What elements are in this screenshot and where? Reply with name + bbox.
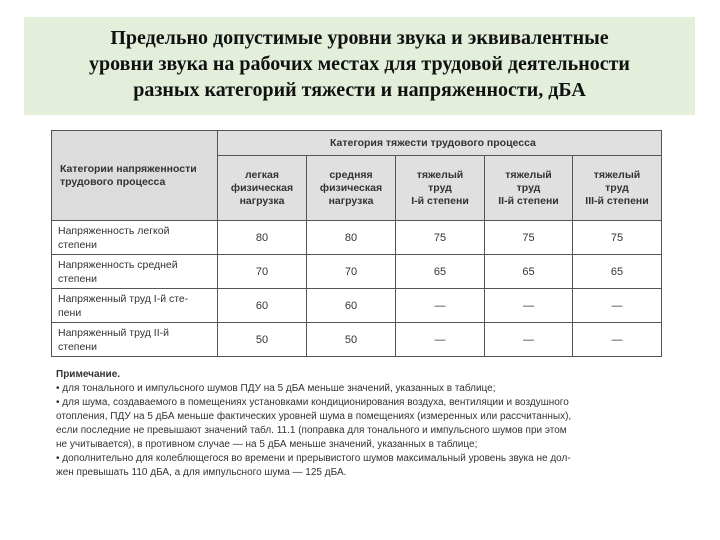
table-cell: 80 [218,221,307,255]
table-notes [56,368,666,480]
note-line: жен превышать 110 дБА, а для импульсного шума — 125 дБА. [56,467,347,478]
table-cell: 65 [573,255,662,289]
row-label: Напряженный труд II-й степени [52,323,218,357]
table-cell: — [396,323,485,357]
table-cell: 60 [218,289,307,323]
note-line: • для шума, создаваемого в помещениях установками кондиционирования воздуха, вентиляции и воздушного [56,397,569,408]
title-line-1: Предельно допустимые уровни звука и эквивалентные [110,27,609,49]
table-row [52,323,662,357]
table-cell: 65 [485,255,573,289]
column-header-heavy-1: тяжелый труд I-й степени [396,156,485,221]
corner-header [52,131,218,221]
table-cell: — [485,289,573,323]
row-label: Напряженный труд I-й сте- пени [52,289,218,323]
corner-header-line-1: Категории напряженности [60,162,197,175]
note-line: • дополнительно для колеблющегося во времени и прерывистого шумов максимальный уровень звука не дол- [56,453,571,464]
column-header-light: легкая физическая нагрузка [218,156,307,221]
title-line-2: уровни звука на рабочих местах для трудовой деятельности [89,53,630,75]
slide-title [24,17,695,115]
table-cell: 75 [485,221,573,255]
table-cell: 75 [396,221,485,255]
notes-heading: Примечание. [56,369,121,380]
table-cell: 65 [396,255,485,289]
column-header-medium: средняя физическая нагрузка [307,156,396,221]
group-header: Категория тяжести трудового процесса [218,131,662,156]
note-line: • для тонального и импульсного шумов ПДУ на 5 дБА меньше значений, указанных в таблице; [56,383,496,394]
note-line: если последние не превышают значений табл. 11.1 (поправка для тонального и импульсного шумов при этом [56,425,567,436]
table-cell: — [396,289,485,323]
table-cell: 70 [307,255,396,289]
table-row [52,289,662,323]
table-cell: — [485,323,573,357]
table-cell: 50 [218,323,307,357]
table-row [52,221,662,255]
note-line: не учитывается), в противном случае — на 5 дБА меньше значений, указанных в таблице; [56,439,478,450]
corner-header-line-2: трудового процесса [60,175,166,188]
table-cell: — [573,289,662,323]
table-cell: 80 [307,221,396,255]
table-cell: 60 [307,289,396,323]
table-cell: 50 [307,323,396,357]
note-line: отопления, ПДУ на 5 дБА меньше фактических уровней шума в помещениях (измеренных или рассчитанных), [56,411,572,422]
table-cell: — [573,323,662,357]
row-label: Напряженность средней степени [52,255,218,289]
column-header-heavy-3: тяжелый труд III-й степени [573,156,662,221]
row-label: Напряженность легкой степени [52,221,218,255]
title-line-3: разных категорий тяжести и напряженности, дБА [133,79,586,101]
table-cell: 70 [218,255,307,289]
table-row [52,255,662,289]
column-header-heavy-2: тяжелый труд II-й степени [485,156,573,221]
table-cell: 75 [573,221,662,255]
noise-limits-table [51,130,661,357]
